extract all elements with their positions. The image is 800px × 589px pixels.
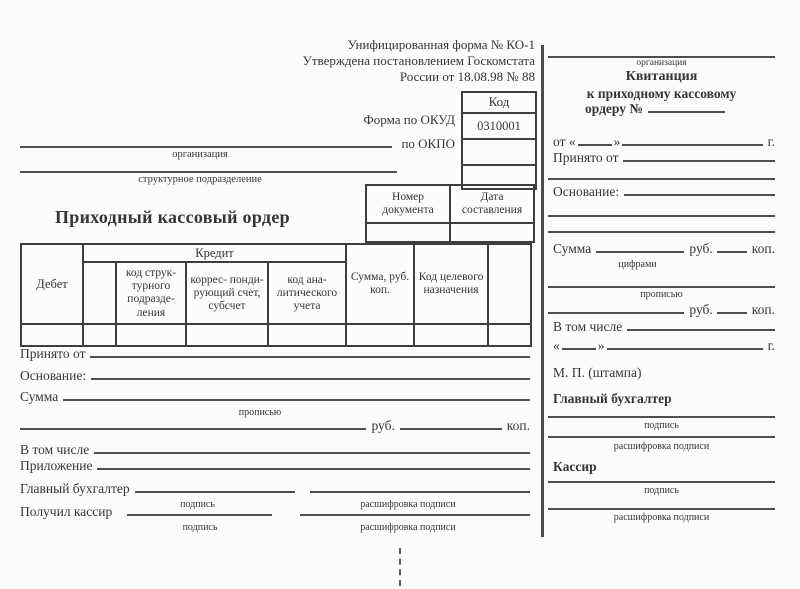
- receipt-cashier-signature-blank: [548, 466, 775, 483]
- spare-column-cell: [488, 244, 531, 324]
- corresponding-value-cell: [186, 324, 268, 346]
- receipt-kop-blank: [717, 312, 747, 314]
- receipt-accountant-signature-blank: [548, 401, 775, 418]
- receipt-kop-digits-blank: [717, 251, 747, 253]
- in-words-label: прописью: [238, 407, 282, 418]
- including-blank: [94, 452, 530, 454]
- receipt-kop-label: коп.: [751, 241, 775, 256]
- chief-accountant-row: [20, 482, 530, 496]
- receipt-basis-label: Основание:: [553, 184, 620, 199]
- receipt-year-label: г.: [767, 134, 775, 149]
- analytic-account-code-cell: код ана- литического учета: [268, 262, 346, 324]
- approval-note: [205, 37, 535, 85]
- doc-number-cell: [366, 223, 450, 242]
- doc-date-header: Дата составления: [450, 185, 534, 223]
- purpose-code-header-cell: Код целевого назначения: [414, 244, 488, 324]
- attachment-label: Приложение: [20, 458, 93, 473]
- credit-sub-value-cell: [83, 324, 116, 346]
- credit-header-cell: Кредит: [83, 244, 346, 262]
- receipt-day-blank-2: [562, 348, 596, 350]
- receipt-basis-row: [553, 185, 775, 199]
- receipt-in-digits-label: цифрами: [618, 259, 657, 270]
- corresponding-account-cell: коррес- понди- рующий счет, субсчет: [186, 262, 268, 324]
- receipt-kop-label: коп.: [751, 302, 775, 317]
- organization-label: организация: [172, 149, 228, 160]
- receipt-sum-words-blank: [548, 271, 775, 288]
- receipt-order-number-blank: [648, 111, 725, 113]
- receipt-blank-line: [548, 200, 775, 217]
- sum-value-cell: [346, 324, 414, 346]
- receipt-cashier-name-blank: [548, 493, 775, 510]
- subdivision-line: [20, 156, 397, 173]
- receipt-signature-label: подпись: [644, 420, 679, 431]
- attachment-row: [20, 459, 530, 473]
- sum-words-blank: [20, 428, 366, 430]
- receipt-rub-label: руб.: [689, 302, 713, 317]
- document-number-box: [365, 184, 535, 243]
- receipt-basis-blank: [624, 194, 775, 196]
- okpo-value-cell: [462, 139, 536, 165]
- organization-line: [20, 131, 392, 148]
- rub-kop-row: [20, 419, 530, 433]
- basis-row: [20, 369, 530, 383]
- receipt-sum-label: Сумма: [553, 241, 592, 256]
- receipt-month-blank-2: [607, 348, 763, 350]
- receipt-title-line-3: ордеру №: [585, 101, 643, 116]
- debit-header-cell: Дебет: [21, 244, 83, 324]
- okpo-label: по ОКПО: [401, 136, 455, 151]
- receipt-quote-close: »: [597, 338, 605, 353]
- receipt-signature-decode-label: расшифровка подписи: [613, 441, 710, 452]
- cashier-name-blank: [300, 514, 530, 516]
- kopecks-blank: [400, 428, 502, 430]
- code-box: [461, 91, 537, 190]
- receipt-from-label: от «: [553, 134, 576, 149]
- code-box-header: Код: [462, 92, 536, 113]
- receipt-including-blank: [627, 329, 775, 331]
- cut-mark: [399, 548, 401, 586]
- accepted-from-label: Принято от: [20, 346, 86, 361]
- okud-value-cell: 0310001: [462, 113, 536, 139]
- analytic-value-cell: [268, 324, 346, 346]
- receipt-order-number-row: [585, 102, 725, 116]
- including-label: В том числе: [20, 442, 90, 457]
- receipt-title-line-1: Квитанция: [625, 69, 698, 84]
- table-data-row: [21, 324, 531, 346]
- receipt-sum-digits-blank: [596, 251, 684, 253]
- chief-accountant-signature-blank: [135, 491, 295, 493]
- receipt-blank-line: [548, 163, 775, 180]
- signature-label: подпись: [182, 522, 218, 533]
- chief-accountant-label: Главный бухгалтер: [20, 481, 130, 496]
- okud-label: Форма по ОКУД: [363, 112, 455, 127]
- receipt-rub-label: руб.: [689, 241, 713, 256]
- receipt-cashier-label: Кассир: [553, 459, 597, 474]
- receipt-title-line-2: к приходному кассовому: [586, 86, 737, 101]
- sum-row: [20, 390, 530, 404]
- basis-label: Основание:: [20, 368, 87, 383]
- receipt-organization-label: организация: [636, 58, 687, 68]
- receipt-blank-line: [548, 216, 775, 233]
- receipt-words-continued-blank: [548, 312, 684, 314]
- receipt-including-row: [553, 320, 775, 334]
- receipt-quote-open: «: [553, 338, 560, 353]
- receipt-accepted-from-label: Принято от: [553, 150, 619, 165]
- received-cashier-row: [20, 505, 530, 519]
- attachment-blank: [97, 468, 530, 470]
- receipt-signature-decode-label: расшифровка подписи: [613, 512, 710, 523]
- doc-number-header: Номер документа: [366, 185, 450, 223]
- purpose-value-cell: [414, 324, 488, 346]
- receipt-signature-label: подпись: [644, 485, 679, 496]
- subdivision-label: структурное подразделение: [138, 174, 262, 185]
- receipt-rub-kop-row: [548, 303, 775, 317]
- accounting-table: [20, 243, 532, 347]
- doc-date-cell: [450, 223, 534, 242]
- spare-value-cell: [488, 324, 531, 346]
- receipt-date-row: [553, 135, 775, 149]
- receipt-accepted-from-blank: [623, 160, 775, 162]
- receipt-date-row-2: [553, 339, 775, 353]
- receipt-sum-row: [553, 242, 775, 256]
- receipt-year-label: г.: [767, 338, 775, 353]
- receipt-accountant-name-blank: [548, 421, 775, 438]
- approval-line-3: России от 18.08.98 № 88: [399, 69, 535, 84]
- receipt-stamp-label: М. П. (штампа): [553, 365, 642, 380]
- accepted-from-blank: [90, 356, 530, 358]
- signature-decode-label: расшифровка подписи: [360, 522, 456, 533]
- approval-line-2: Утверждена постановлением Госкомстата: [302, 53, 535, 68]
- sum-blank: [63, 399, 530, 401]
- receipt-chief-accountant-label: Главный бухгалтер: [553, 391, 672, 406]
- receipt-in-words-label: прописью: [640, 289, 683, 300]
- chief-accountant-name-blank: [310, 491, 530, 493]
- receipt-month-blank: [622, 144, 762, 146]
- sum-label: Сумма: [20, 389, 59, 404]
- basis-blank: [91, 378, 530, 380]
- receipt-including-label: В том числе: [553, 319, 623, 334]
- structural-code-value-cell: [116, 324, 186, 346]
- including-row: [20, 443, 530, 457]
- credit-sub-empty-cell: [83, 262, 116, 324]
- accepted-from-row: [20, 347, 530, 361]
- received-cashier-label: Получил кассир: [20, 504, 113, 519]
- receipt-day-blank: [578, 144, 612, 146]
- cashier-signature-blank: [127, 514, 272, 516]
- receipt-quote-close: »: [613, 134, 621, 149]
- form-title: Приходный кассовый ордер: [55, 207, 290, 227]
- structural-subdivision-code-cell: код струк- турного подразде- ления: [116, 262, 186, 324]
- signature-decode-label: расшифровка подписи: [360, 499, 456, 510]
- approval-line-1: Унифицированная форма № КО-1: [347, 37, 535, 52]
- sum-header-cell: Сумма, руб. коп.: [346, 244, 414, 324]
- signature-label: подпись: [180, 499, 215, 510]
- receipt-organization-line: [548, 41, 775, 58]
- debit-value-cell: [21, 324, 83, 346]
- rub-label: руб.: [371, 418, 395, 433]
- kop-label: коп.: [506, 418, 530, 433]
- tear-line-divider: [541, 45, 544, 537]
